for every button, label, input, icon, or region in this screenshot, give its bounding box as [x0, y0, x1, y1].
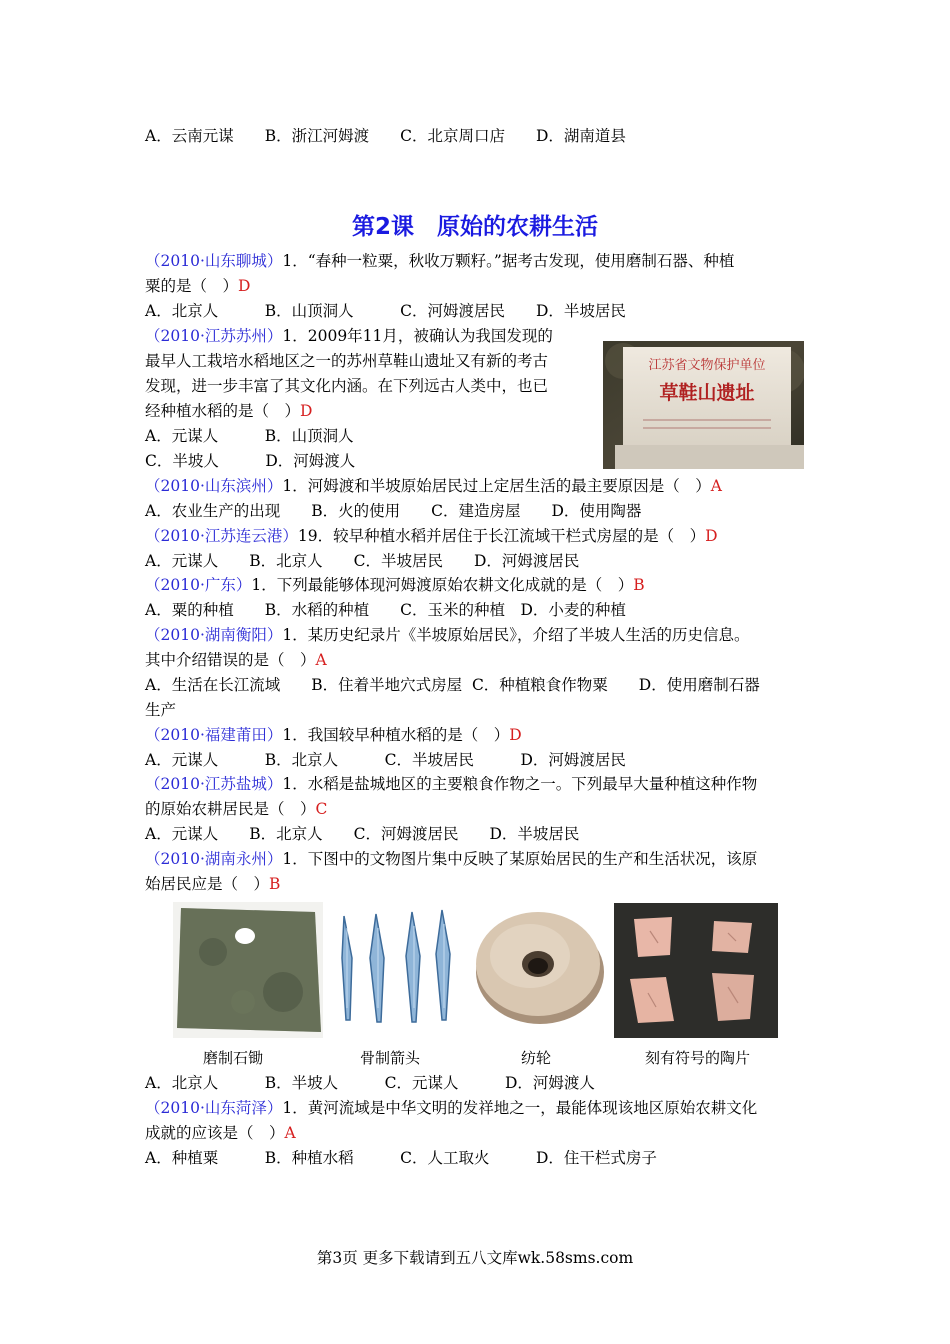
stele-text-2: 草鞋山遗址: [659, 382, 755, 404]
question-source: （2010·江苏连云港）: [145, 527, 298, 545]
options-continued: 生产: [145, 701, 177, 719]
question-line: 其中介绍错误的是（ ）A: [145, 651, 327, 669]
question-line: 粟的是（ ）D: [145, 277, 251, 295]
question-source: （2010·山东菏泽）: [145, 1099, 283, 1117]
options: A．元谋人 B．山顶洞人: [145, 427, 354, 445]
question-line: 最早人工栽培水稻地区之一的苏州草鞋山遗址又有新的考古: [145, 352, 549, 370]
question-line: 发现，进一步丰富了其文化内涵。在下列远古人类中，也已: [145, 377, 549, 395]
answer: B: [269, 875, 281, 893]
question-line: 成就的应该是（ ）A: [145, 1124, 296, 1142]
question-line: （2010·山东滨州）1．河姆渡和半坡原始居民过上定居生活的最主要原因是（ ）A: [145, 477, 722, 495]
answer: D: [238, 277, 251, 295]
question-source: （2010·江苏盐城）: [145, 775, 283, 793]
question-line: （2010·山东菏泽）1．黄河流域是中华文明的发祥地之一，最能体现该地区原始农耕文化: [145, 1099, 758, 1117]
question-source: （2010·江苏苏州）: [145, 327, 283, 345]
question-line: （2010·江苏苏州）1．2009年11月，被确认为我国发现的: [145, 327, 553, 345]
spindle-whorl-photo: [470, 906, 608, 1028]
answer: B: [633, 576, 645, 594]
answer: C: [315, 800, 328, 818]
options: C．半坡人 D．河姆渡人: [145, 452, 356, 470]
options: A．北京人 B．山顶洞人 C．河姆渡居民 D．半坡居民: [145, 302, 626, 320]
options: A．元谋人 B．北京人 C．半坡居民 D．河姆渡居民: [145, 751, 626, 769]
question-source: （2010·广东）: [145, 576, 252, 594]
previous-options: A．云南元谋 B．浙江河姆渡 C．北京周口店 D．湖南道县: [145, 127, 626, 145]
question-line: 的原始农耕居民是（ ）C: [145, 800, 328, 818]
question-source: （2010·山东滨州）: [145, 477, 283, 495]
stele-text-1: 江苏省文物保护单位: [648, 358, 766, 373]
page-footer: 第3页 更多下载请到五八文库wk.58sms.com: [316, 1249, 634, 1267]
options: A．粟的种植 B．水稻的种植 C．玉米的种植 D．小麦的种植: [145, 601, 626, 619]
lesson-title: 第2课 原始的农耕生活: [351, 214, 598, 240]
question-line: （2010·福建莆田）1．我国较早种植水稻的是（ ）D: [145, 726, 522, 744]
question-line: 经种植水稻的是（ ）D: [145, 402, 313, 420]
question-line: （2010·山东聊城）1．“春种一粒粟，秋收万颗籽。”据考古发现，使用磨制石器、种植: [145, 252, 735, 270]
question-line: （2010·湖南衡阳）1．某历史纪录片《半坡原始居民》，介绍了半坡人生活的历史信息。: [145, 626, 750, 644]
options: A．种植粟 B．种植水稻 C．人工取火 D．住干栏式房子: [145, 1149, 657, 1167]
caption-stone-hoe: 磨制石锄: [203, 1049, 264, 1067]
caption-pottery-shards: 刻有符号的陶片: [645, 1049, 751, 1067]
question-line: （2010·江苏连云港）19．较早种植水稻并居住于长江流域干栏式房屋的是（ ）D: [145, 527, 718, 545]
bone-arrowheads-photo: [330, 908, 458, 1026]
options: A．生活在长江流域 B．住着半地穴式房屋 C．种植粮食作物粟 D．使用磨制石器: [145, 676, 760, 694]
answer: D: [509, 726, 522, 744]
question-source: （2010·福建莆田）: [145, 726, 283, 744]
answer: A: [710, 477, 722, 495]
caption-arrowheads: 骨制箭头: [360, 1049, 421, 1067]
question-line: （2010·广东）1．下列最能够体现河姆渡原始农耕文化成就的是（ ）B: [145, 576, 645, 594]
question-line: （2010·湖南永州）1．下图中的文物图片集中反映了某原始居民的生产和生活状况，该原: [145, 850, 758, 868]
answer: A: [315, 651, 327, 669]
options: A．元谋人 B．北京人 C．河姆渡居民 D．半坡居民: [145, 825, 580, 843]
answer: A: [284, 1124, 296, 1142]
options: A．元谋人 B．北京人 C．半坡居民 D．河姆渡居民: [145, 552, 580, 570]
answer: D: [705, 527, 718, 545]
question-line: 始居民应是（ ）B: [145, 875, 281, 893]
options: A．北京人 B．半坡人 C．元谋人 D．河姆渡人: [145, 1074, 595, 1092]
answer: D: [300, 402, 313, 420]
question-line: （2010·江苏盐城）1．水稻是盐城地区的主要粮食作物之一。下列最早大量种植这种作物: [145, 775, 758, 793]
question-source: （2010·湖南衡阳）: [145, 626, 283, 644]
inscribed-pottery-shards-photo: [614, 903, 778, 1038]
caption-spindle-whorl: 纺轮: [521, 1049, 552, 1067]
options: A．农业生产的出现 B．火的使用 C．建造房屋 D．使用陶器: [145, 502, 642, 520]
question-source: （2010·山东聊城）: [145, 252, 283, 270]
stone-hoe-photo: [173, 902, 323, 1038]
question-source: （2010·湖南永州）: [145, 850, 283, 868]
stele-photo: [603, 341, 804, 469]
